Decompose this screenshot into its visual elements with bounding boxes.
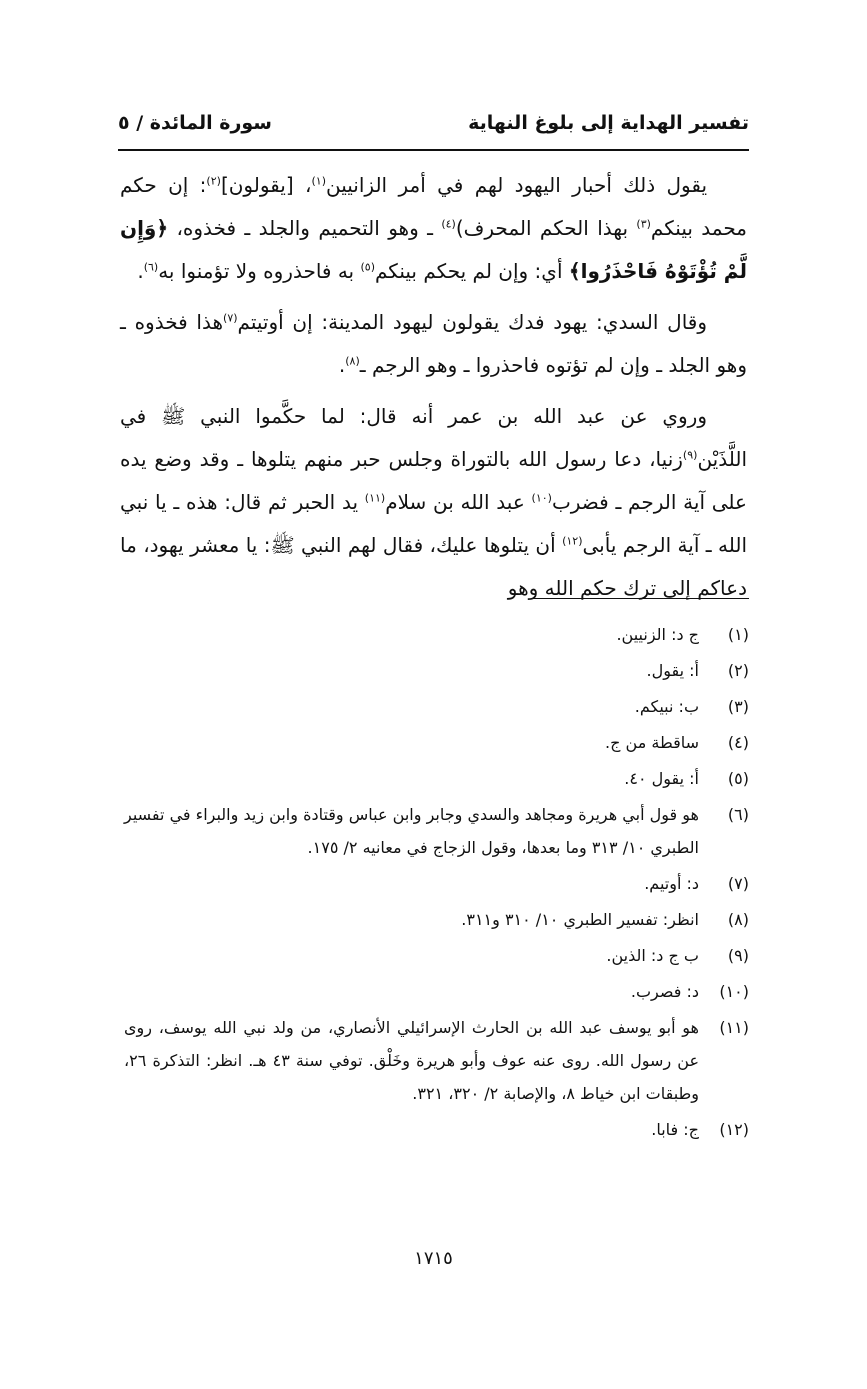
text-run: ، [يقولون] — [220, 173, 312, 197]
footnote-ref: (١) — [311, 174, 326, 188]
footnote-text: أ: يقول ٤٠. — [624, 769, 699, 788]
text-run: أن يتلوها عليك، فقال لهم النبي ﷺ: يا معشر يهود، ما دعاكم إلى ترك حكم الله وهو — [120, 533, 747, 600]
text-run: . — [137, 259, 144, 283]
footnote-text: ب: نبيكم. — [634, 697, 699, 716]
footnote-number: (١١) — [719, 1018, 749, 1037]
footnote-item — [124, 690, 749, 723]
running-header — [118, 112, 749, 142]
footnote-number: (٦) — [727, 805, 749, 824]
text-run: أي: وإن لم يحكم بينكم — [375, 259, 569, 283]
footnote-number: (٤) — [727, 733, 749, 752]
footnote-item — [124, 654, 749, 687]
footnote-text: هو أبو يوسف عبد الله بن الحارث الإسرائيلي الأنصاري، من ولد نبي الله يوسف، روى عن رسول الله. روى عنه عوف وأبو هريرة وخَلْق. توفي سنة ٤٣ هـ. انظر: التذكرة ٢٦، وطبقات ابن خياط ٨، والإصابة ٢/ ٣٢٠، ٣٢١. — [124, 1018, 700, 1103]
footnote-ref: (٧) — [223, 311, 238, 325]
header-divider — [118, 149, 749, 151]
text-run: بهذا الحكم المحرف) — [455, 216, 637, 240]
book-title: تفسير الهداية إلى بلوغ النهاية — [468, 112, 749, 134]
text-run: هذا فخذوه ـ وهو الجلد ـ وإن لم تؤتوه فاحذروا ـ وهو الرجم ـ — [120, 310, 747, 377]
footnote-number: (٥) — [727, 769, 749, 788]
footnote-text: أ: يقول. — [646, 661, 699, 680]
footnote-item — [124, 798, 749, 864]
text-run: : إن حكم محمد بينكم — [120, 173, 747, 240]
footnote-text: ج: فابا. — [651, 1120, 699, 1139]
footnote-number: (٨) — [727, 910, 749, 929]
footnote-number: (٩) — [727, 946, 749, 965]
quran-verse: ﴿وَإِن لَّمْ تُؤْتَوْهُ فَاحْذَرُوا﴾ — [120, 216, 747, 283]
footnote-text: د: أوتيم. — [644, 874, 699, 893]
footnote-item — [124, 726, 749, 759]
footnote-text: ج د: الزنيين. — [616, 625, 699, 644]
footnote-ref: (١٠) — [531, 491, 552, 505]
footnote-ref: (٩) — [682, 448, 698, 462]
footnote-ref: (٢) — [206, 174, 221, 188]
paragraph-2 — [120, 301, 747, 387]
paragraph-1 — [120, 164, 747, 293]
footnote-item — [124, 903, 749, 936]
footnote-ref: (٤) — [441, 217, 456, 231]
footnote-ref: (٦) — [143, 260, 159, 274]
text-run: وقال السدي: يهود فدك يقولون ليهود المدينة: إن أوتيتم — [237, 310, 708, 334]
footnote-item — [124, 975, 749, 1008]
footnotes-list — [124, 618, 749, 1149]
footnote-item — [124, 867, 749, 900]
footnote-text: انظر: تفسير الطبري ١٠/ ٣١٠ و٣١١. — [461, 910, 699, 929]
text-run: به فاحذروه ولا تؤمنوا به — [158, 259, 361, 283]
page-number: ١٧١٥ — [414, 1248, 453, 1269]
footnote-number: (١٢) — [719, 1120, 749, 1139]
text-run: زنيا، دعا رسول الله بالتوراة وجلس حبر منهم يتلوها ـ وقد وضع يده على آية الرجم ـ فضرب — [120, 447, 747, 514]
footnote-number: (٣) — [727, 697, 749, 716]
footnote-text: د: فصرب. — [630, 982, 699, 1001]
surah-label: سورة المائدة / ٥ — [118, 112, 272, 134]
text-run: وروي عن عبد الله بن عمر أنه قال: لما حكَّموا النبي ﷺ في اللَّذَيْن — [120, 404, 747, 471]
footnote-ref: (١١) — [364, 491, 386, 505]
main-text — [120, 164, 747, 610]
footnote-number: (١) — [727, 625, 749, 644]
text-run: . — [338, 353, 346, 377]
footnote-number: (٢) — [727, 661, 749, 680]
paragraph-3 — [120, 395, 747, 610]
footnote-text: ساقطة من ج. — [605, 733, 699, 752]
footnote-ref: (١٢) — [562, 534, 583, 548]
footnotes-separator — [531, 598, 749, 599]
footnote-number: (٧) — [727, 874, 749, 893]
footnote-item — [124, 618, 749, 651]
footnote-item — [124, 939, 749, 972]
footnote-item — [124, 762, 749, 795]
text-run: يقول ذلك أحبار اليهود لهم في أمر الزانيين — [326, 173, 708, 197]
footnote-number: (١٠) — [719, 982, 749, 1001]
text-run: يد الحبر ثم قال: هذه ـ يا نبي الله ـ آية الرجم يأبى — [120, 490, 748, 557]
footnote-item — [124, 1113, 749, 1146]
footnote-ref: (٥) — [360, 260, 375, 274]
footnote-ref: (٨) — [345, 354, 360, 368]
text-run: ـ وهو التحميم والجلد ـ فخذوه، — [168, 216, 442, 240]
footnote-ref: (٣) — [636, 217, 651, 231]
footnote-text: هو قول أبي هريرة ومجاهد والسدي وجابر وابن عباس وقتادة وابن زيد والبراء في تفسير الطبري ١٠/ ٣١٣ وما بعدها، وقول الزجاج في معانيه ٢/ ١٧٥. — [124, 805, 699, 857]
footnote-text: ب ج د: الذين. — [606, 946, 699, 965]
text-run: عبد الله بن سلام — [385, 490, 532, 514]
footnote-item — [124, 1011, 749, 1110]
